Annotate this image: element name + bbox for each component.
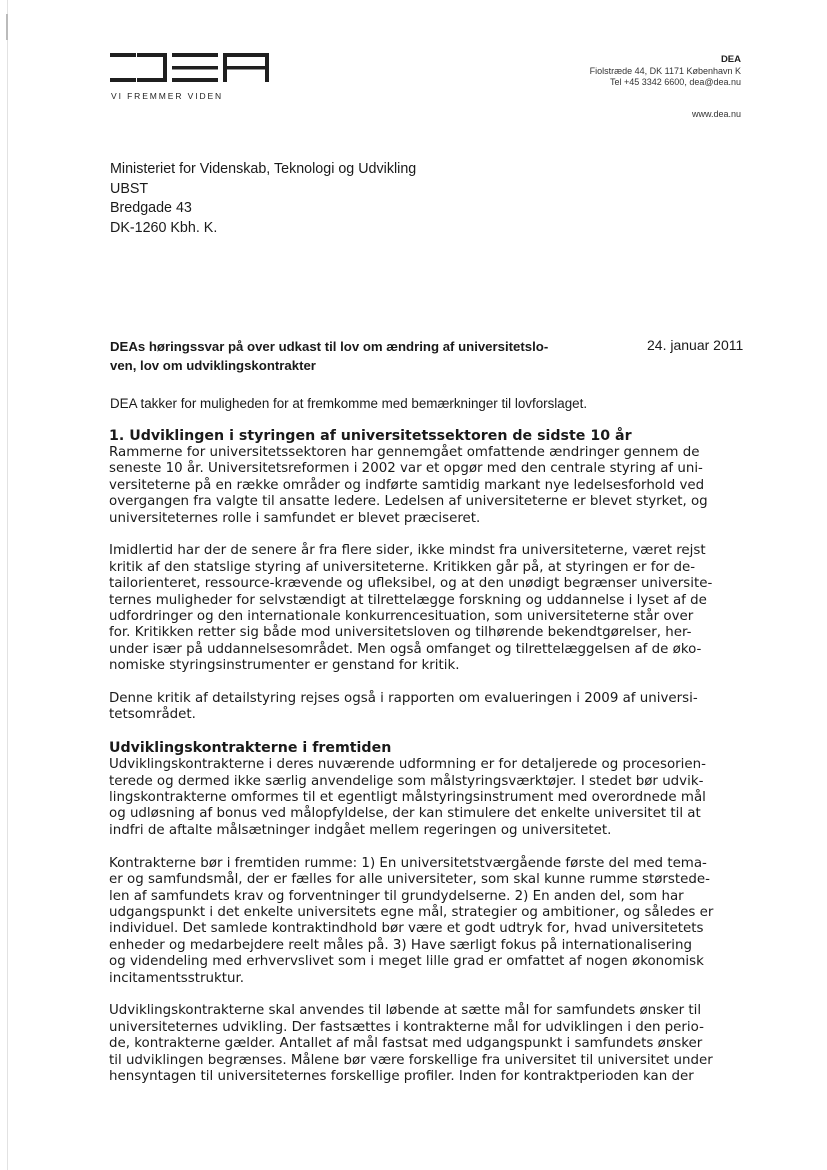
letter-subject [110,337,590,375]
scan-edge [7,0,8,1170]
text-line: tetsområdet. [109,707,196,723]
text-line: nomiske styringsinstrumenter er genstand for kritik. [109,658,460,674]
intro-text: DEA takker for muligheden for at fremkomme med bemærkninger til lovforslaget. [110,396,588,411]
text-line: og udløsning af bonus ved målopfyldelse, der kan stimulere det enkelte universitet til at [109,806,701,822]
paragraph [109,543,743,674]
text-line: individuel. Det samlede kontraktindhold bør være et godt udtryk for, hvad universitetets [109,921,704,937]
text-line: og videndeling med erhvervslivet som i meget lille grad er omfattet af nogen økonomisk [109,954,704,970]
text-line: Udviklingskontrakterne i deres nuværende udformning er for detaljerede og procesorien- [109,757,706,773]
text-line: universiteternes udvikling. Der fastsættes i kontrakterne mål for udviklingen i den perio- [109,1019,704,1035]
text-line: Kontrakterne bør i fremtiden rumme: 1) En universitetstværgående første del med tema- [109,855,707,871]
recipient-address [110,160,416,238]
sender-org: DEA [720,54,741,65]
text-line: er og samfundsmål, der er fælles for alle universiteter, som skal kunne rumme størstede- [109,872,710,888]
paragraph [109,757,743,839]
letter-body [109,428,743,1102]
text-line: len af samfundets krav og forventninger til grundydelserne. 2) En anden del, som har [109,888,684,904]
sender-address: Fiolstræde 44, DK 1171 København K [589,65,741,76]
text-line: Rammerne for universitetssektoren har gennemgået omfattende ændringer gennem de [109,445,700,460]
paragraph [109,1003,743,1085]
section-heading: 1. Udviklingen i styringen af universitetssektoren de sidste 10 år [109,428,632,444]
scan-mark [6,14,8,40]
text-line: Denne kritik af detailstyring rejses også i rapporten om evalueringen i 2009 af universi- [109,691,698,707]
text-line: udgangspunkt i det enkelte universitets egne mål, strategier og ambitioner, og således er [109,904,714,920]
sender-web: www.dea.nu [691,108,741,119]
text-line: ternes muligheder for selvstændigt at tilrettelægge forskning og uddannelse i lyset af de [109,592,707,608]
text-line: Udviklingskontrakterne skal anvendes til løbende at sætte mål for samfundets ønsker til [109,1003,702,1019]
logo-tagline: VI FREMMER VIDEN [111,91,224,101]
text-line: tailorienteret, ressource-krævende og ufleksibel, og at den unødigt begrænser universite- [109,576,713,592]
text-line: lingskontrakterne omformes til et egentligt målstyringsinstrument med overordnede mål [109,790,706,806]
text-line: indfri de aftalte målsætninger indgået mellem regeringen og universitetet. [109,822,612,838]
text-line: incitamentsstruktur. [109,970,244,986]
subject-line: ven, lov om udviklingskontrakter [110,358,316,373]
text-line: terede og dermed ikke særlig anvendelige som målstyringsværktøjer. I stedet bør udvik- [109,773,704,789]
sender-block [590,54,741,120]
text-line: under især på uddannelsesområdet. Men også omfanget og tilrettelæggelsen af de øko- [109,641,702,657]
paragraph [109,445,743,527]
section-heading: Udviklingskontrakterne i fremtiden [109,740,392,757]
recipient-line: Ministeriet for Videnskab, Teknologi og Udvikling [110,161,417,177]
letter-date: 24. januar 2011 [647,337,744,353]
subject-line: DEAs høringssvar på over udkast til lov om ændring af universitetslo- [110,339,549,354]
dea-logo [110,52,272,83]
text-line: Imidlertid har der de senere år fra flere sider, ikke mindst fra universiteterne, været rejst [109,543,706,559]
text-line: til udviklingen begrænses. Målene bør være forskellige fra universitet til universitet under [109,1052,713,1068]
text-line: seneste 10 år. Universitetsreformen i 2002 var et opgør med den centrale styring af uni- [109,461,703,477]
text-line: universiteternes rolle i samfundet er blevet præciseret. [109,510,481,526]
text-line: udfordringer og den internationale konkurrencesituation, som universiteterne står over [109,609,694,625]
text-line: kritik af den statslige styring af universiteterne. Kritikken går på, at styringen er for de- [109,559,696,575]
text-line: hensyntagen til universiteternes forskellige profiler. Inden for kontraktperioden kan der [109,1068,694,1084]
text-line: for. Kritikken retter sig både mod universitetsloven og tilhørende bekendtgørelser, her- [109,625,692,641]
text-line: overgangen fra valgte til ansatte ledere. Ledelsen af universiteterne er blevet styrket, og [109,494,708,510]
sender-contact: Tel +45 3342 6600, dea@dea.nu [610,77,741,87]
paragraph [109,856,743,987]
recipient-line: UBST [110,180,149,197]
paragraph [109,691,743,724]
text-line: enheder og medarbejdere reelt måles på. 3) Have særligt fokus på internationalisering [109,937,692,953]
recipient-line: Bredgade 43 [110,200,192,216]
text-line: versiteterne på en række områder og indførte samtidig markant nye ledelsesforhold ved [109,477,705,493]
text-line: de, kontrakterne gælder. Antallet af mål fastsat med udgangspunkt i samfundets ønsker [109,1036,703,1052]
recipient-line: DK-1260 Kbh. K. [110,219,218,236]
